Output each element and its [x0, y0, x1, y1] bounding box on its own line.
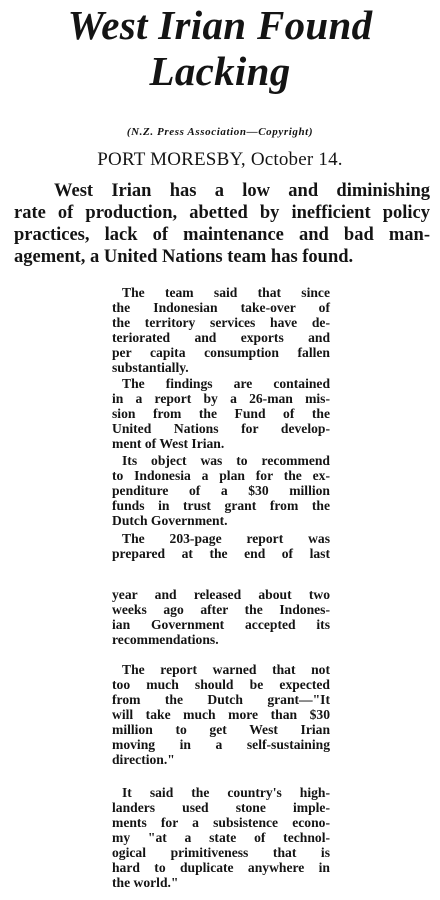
body-line: The 203-page report was [122, 531, 330, 546]
body-line: ment of West Irian. [112, 436, 225, 451]
body-paragraph [112, 587, 330, 647]
body-line: in a report by a 26-man mis- [112, 391, 330, 406]
press-credit: (N.Z. Press Association—Copyright) [126, 126, 314, 138]
body-line: the Indonesian take-over of [112, 300, 330, 315]
body-line: the territory services have de- [112, 315, 330, 330]
body-line: The findings are contained [122, 376, 330, 391]
body-paragraph [112, 453, 330, 528]
body-line: moving in a self-sustaining [112, 737, 330, 752]
body-line: from the Dutch grant—"It [112, 692, 330, 707]
body-line: The team said that since [122, 285, 330, 300]
body-line: the world." [112, 875, 179, 890]
body-paragraph [112, 376, 330, 451]
body-line: per capita consumption fallen [112, 345, 330, 360]
body-line: United Nations for develop- [112, 421, 330, 436]
body-line: recommendations. [112, 632, 219, 647]
body-paragraph [112, 785, 330, 890]
headline-line-1: West Irian Found [67, 2, 373, 48]
body-line: Its object was to recommend [122, 453, 330, 468]
lead-line: West Irian has a low and diminishing [54, 181, 430, 201]
body-line: too much should be expected [112, 677, 330, 692]
body-line: The report warned that not [122, 662, 330, 677]
body-line: penditure of a $30 million [112, 483, 330, 498]
body-line: teriorated and exports and [112, 330, 330, 345]
body-line: substantially. [112, 360, 189, 375]
body-line: will take much more than $30 [112, 707, 330, 722]
body-line: weeks ago after the Indones- [112, 602, 330, 617]
body-line: sion from the Fund of the [112, 406, 330, 421]
body-line: funds in trust grant from the [112, 498, 330, 513]
body-line: It said the country's high- [122, 785, 330, 800]
body-line: Dutch Government. [112, 513, 228, 528]
body-line: million to get West Irian [112, 722, 330, 737]
headline [0, 2, 440, 94]
headline-line-2: Lacking [149, 48, 291, 94]
body-paragraph [112, 662, 330, 767]
body-line: my "at a state of technol- [112, 830, 330, 845]
body-paragraph [112, 285, 330, 375]
body-line: ments for a subsistence econo- [112, 815, 330, 830]
body-line: ian Government accepted its [112, 617, 330, 632]
body-line: direction." [112, 752, 175, 767]
dateline: PORT MORESBY, October 14. [97, 149, 343, 170]
body-line: to Indonesia a plan for the ex- [112, 468, 330, 483]
lead-line: agement, a United Nations team has found. [14, 247, 354, 267]
body-line: hard to duplicate anywhere in [112, 860, 330, 875]
body-line: ogical primitiveness that is [112, 845, 330, 860]
body-paragraph [112, 531, 330, 561]
lead-line: practices, lack of maintenance and bad man- [14, 225, 430, 245]
body-line: landers used stone imple- [112, 800, 330, 815]
lead-line: rate of production, abetted by inefficient policy [14, 203, 430, 223]
lead-paragraph [14, 180, 430, 268]
body-line: year and released about two [112, 587, 330, 602]
body-line: prepared at the end of last [112, 546, 330, 561]
